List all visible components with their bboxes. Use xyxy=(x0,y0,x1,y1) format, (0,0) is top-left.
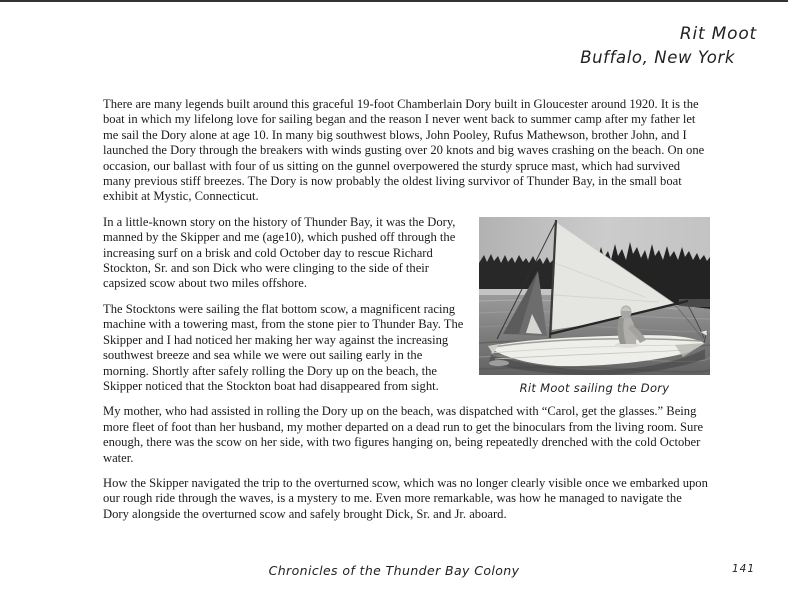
sailboat-photo xyxy=(479,217,710,375)
byline xyxy=(580,22,757,70)
article-body xyxy=(103,97,710,532)
byline-location: Buffalo, New York xyxy=(580,48,735,67)
footer-book-title: Chronicles of the Thunder Bay Colony xyxy=(268,563,520,578)
article-paragraph-3: The Stocktons were sailing the flat bottom scow, a magnificent racing machine with a towering mast, from the stone pier to Thunder Bay. The Skipper and I had noticed her making her way against the increasing southwest breeze and sea while we were out sailing early in the morning. Shortly after safely rolling the Dory up on the beach, the Skipper noticed that the Stockton boat had disappeared from sight. xyxy=(103,301,464,393)
article-paragraph-1: There are many legends built around this graceful 19-foot Chamberlain Dory built in Gloucester around 1920. It is the boat in which my lifelong love for sailing began and the reason I never went back to summer camp after my father let me sail the Dory alone at age 10. In many big southwest blows, John Pooley, Rufus Mathewson, brother John, and I launched the Dory through the breakers with winds gusting over 20 knots and big waves crashing on the beach. On one occasion, our ballast with four of us sitting on the gunnel overpowered the sturdy spruce mast, which had survived many previous stiff breezes. The Dory is now probably the oldest living survivor of Thunder Bay, in the small boat exhibit at Mystic, Connecticut. xyxy=(103,97,705,204)
article-paragraph-5: How the Skipper navigated the trip to the overturned scow, which was no longer clearly visible once we embarked upon our rough ride through the waves, is a mystery to me. Even more remarkable, was how he managed to navigate the Dory alongside the overturned scow and safely brought Dick, Sr. and Jr. aboard. xyxy=(103,475,708,521)
photo-caption: Rit Moot sailing the Dory xyxy=(519,380,670,395)
page-number: 141 xyxy=(731,563,755,575)
page-top-rule xyxy=(0,0,788,2)
article-paragraph-2: In a little-known story on the history of Thunder Bay, it was the Dory, manned by the Skipper and me (age10), which pushed off through the increasing surf on a brisk and cold October day to rescue Richard Stockton, Sr. and son Dick who were clinging to the side of their capsized scow about two miles offshore. xyxy=(103,214,456,291)
dory-photo-figure xyxy=(479,217,710,396)
byline-author: Rit Moot xyxy=(679,24,757,44)
article-paragraph-4: My mother, who had assisted in rolling the Dory up on the beach, was dispatched with “Carol, get the glasses.” Being more fleet of foot than her husband, my mother departed on a dead run to get the binoculars from the living room. Sure enough, there was the scow on her side, with two figures hanging on, being repeatedly drenched with the cold October water. xyxy=(103,404,704,465)
